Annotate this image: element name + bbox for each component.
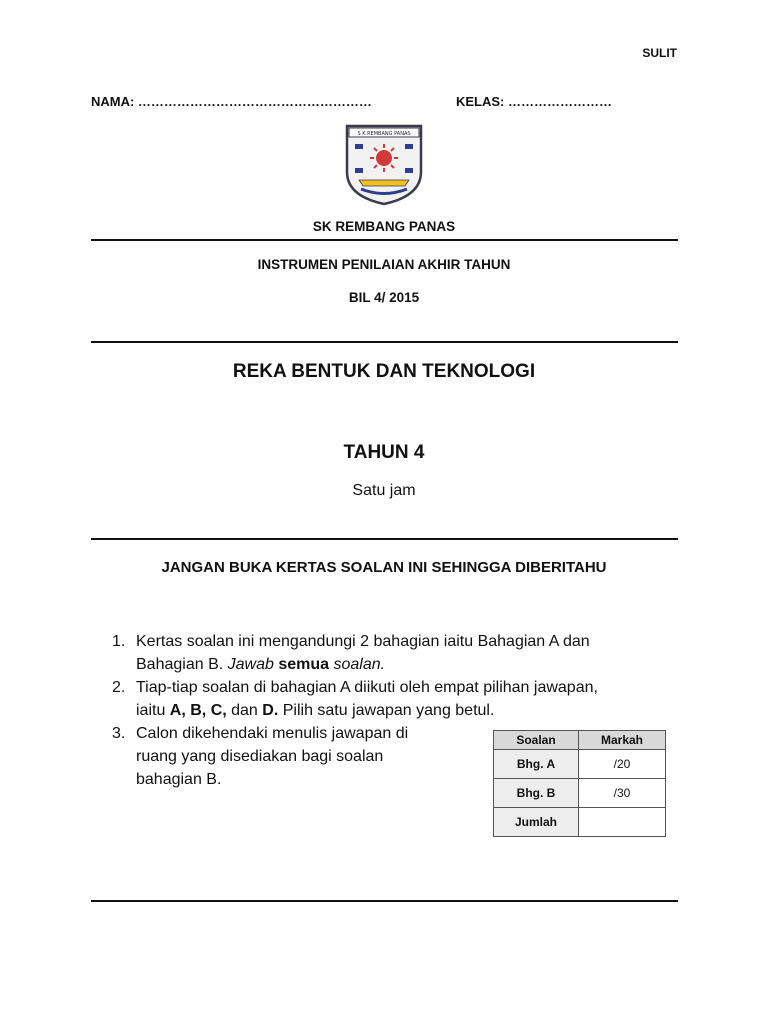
instruction-text: Tiap-tiap soalan di bahagian A diikuti oleh empat pilihan jawapan,	[136, 679, 598, 696]
table-header-row	[494, 731, 666, 750]
instruction-emphasis: semua	[273, 656, 334, 673]
school-crest	[345, 124, 423, 206]
table-row	[494, 750, 666, 779]
instruction-number: 2.	[112, 679, 126, 696]
instruction-1	[112, 630, 590, 676]
instruction-text: Calon dikehendaki menulis jawapan di	[136, 725, 409, 742]
instruction-text: iaitu	[136, 702, 170, 719]
school-name: SK REMBANG PANAS	[312, 219, 456, 234]
crest-banner-text: S K REMBANG PANAS	[357, 131, 411, 137]
mark-cell: /30	[579, 779, 666, 808]
instruction-number: 3.	[112, 725, 126, 742]
instruction-emphasis: soalan.	[333, 656, 386, 673]
instruction-emphasis: D.	[262, 702, 279, 719]
instruction-emphasis: Jawab	[227, 656, 274, 673]
section-cell: Jumlah	[494, 808, 579, 837]
instruction-3	[112, 722, 452, 791]
instruction-emphasis: A, B, C,	[169, 702, 227, 719]
instruction-text: Bahagian B.	[136, 656, 228, 673]
divider	[91, 239, 678, 241]
divider	[91, 900, 678, 902]
class-field: KELAS: ……………………	[456, 94, 612, 109]
mark-cell: /20	[579, 750, 666, 779]
instruction-text: dan	[226, 702, 263, 719]
divider	[91, 538, 678, 540]
duration: Satu jam	[352, 482, 416, 499]
exam-title: INSTRUMEN PENILAIAN AKHIR TAHUN	[257, 257, 511, 272]
instruction-text: Kertas soalan ini mengandungi 2 bahagian iaitu Bahagian A dan	[136, 633, 590, 650]
instruction-text: Pilih satu jawapan yang betul.	[278, 702, 495, 719]
column-header: Markah	[579, 731, 666, 750]
table-row	[494, 779, 666, 808]
column-header: Soalan	[494, 731, 579, 750]
mark-cell	[579, 808, 666, 837]
subject-title: REKA BENTUK DAN TEKNOLOGI	[232, 361, 536, 382]
instruction-2	[112, 676, 598, 722]
divider	[91, 341, 678, 343]
exam-bil: BIL 4/ 2015	[348, 290, 420, 305]
year-title: TAHUN 4	[343, 442, 425, 463]
warning-text: JANGAN BUKA KERTAS SOALAN INI SEHINGGA DIBERITAHU	[161, 559, 607, 576]
instruction-text: ruang yang disediakan bagi soalan	[136, 748, 384, 765]
instruction-number: 1.	[112, 633, 126, 650]
section-cell: Bhg. B	[494, 779, 579, 808]
instruction-text: bahagian B.	[136, 771, 222, 788]
table-row	[494, 808, 666, 837]
marks-table	[493, 730, 666, 837]
classification-label: SULIT	[642, 46, 677, 60]
name-field: NAMA: ………………………………………………	[91, 94, 372, 109]
section-cell: Bhg. A	[494, 750, 579, 779]
